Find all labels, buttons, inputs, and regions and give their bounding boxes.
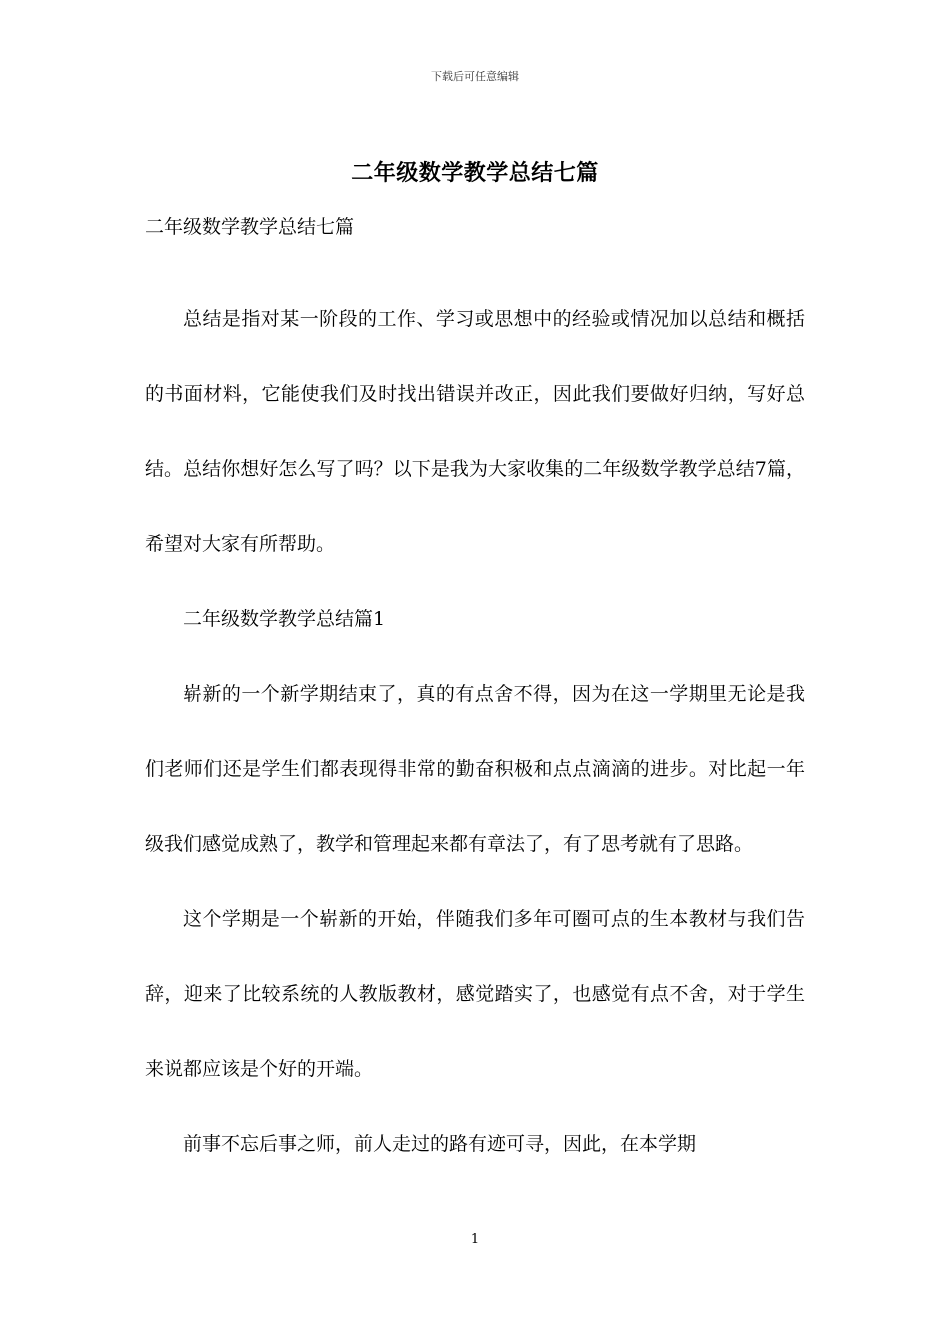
paragraph: 前事不忘后事之师，前人走过的路有迹可寻，因此，在本学期 [183,1133,697,1155]
document-title: 二年级数学教学总结七篇 [351,160,599,186]
paragraph: 崭新的一个新学期结束了，真的有点舍不得，因为在这一学期里无论是我们老师们还是学生们都表现得非常的勤奋积极和点点滴滴的进步。对比起一年级我们感觉成熟了，教学和管理起来都有章法了，有了思考就有了思路。 [145,683,805,855]
document-body [145,282,805,1182]
header-note: 下载后可任意编辑 [431,70,519,83]
section-heading: 二年级数学教学总结篇1 [183,608,386,630]
page-number: 1 [470,1232,480,1247]
document-subtitle: 二年级数学教学总结七篇 [145,216,355,238]
paragraph-intro: 总结是指对某一阶段的工作、学习或思想中的经验或情况加以总结和概括的书面材料，它能使我们及时找出错误并改正，因此我们要做好归纳，写好总结。总结你想好怎么写了吗？以下是我为大家收集的二年级数学教学总结7篇，希望对大家有所帮助。 [145,308,805,555]
paragraph: 这个学期是一个崭新的开始，伴随我们多年可圈可点的生本教材与我们告辞，迎来了比较系统的人教版教材，感觉踏实了，也感觉有点不舍，对于学生来说都应该是个好的开端。 [145,908,805,1080]
